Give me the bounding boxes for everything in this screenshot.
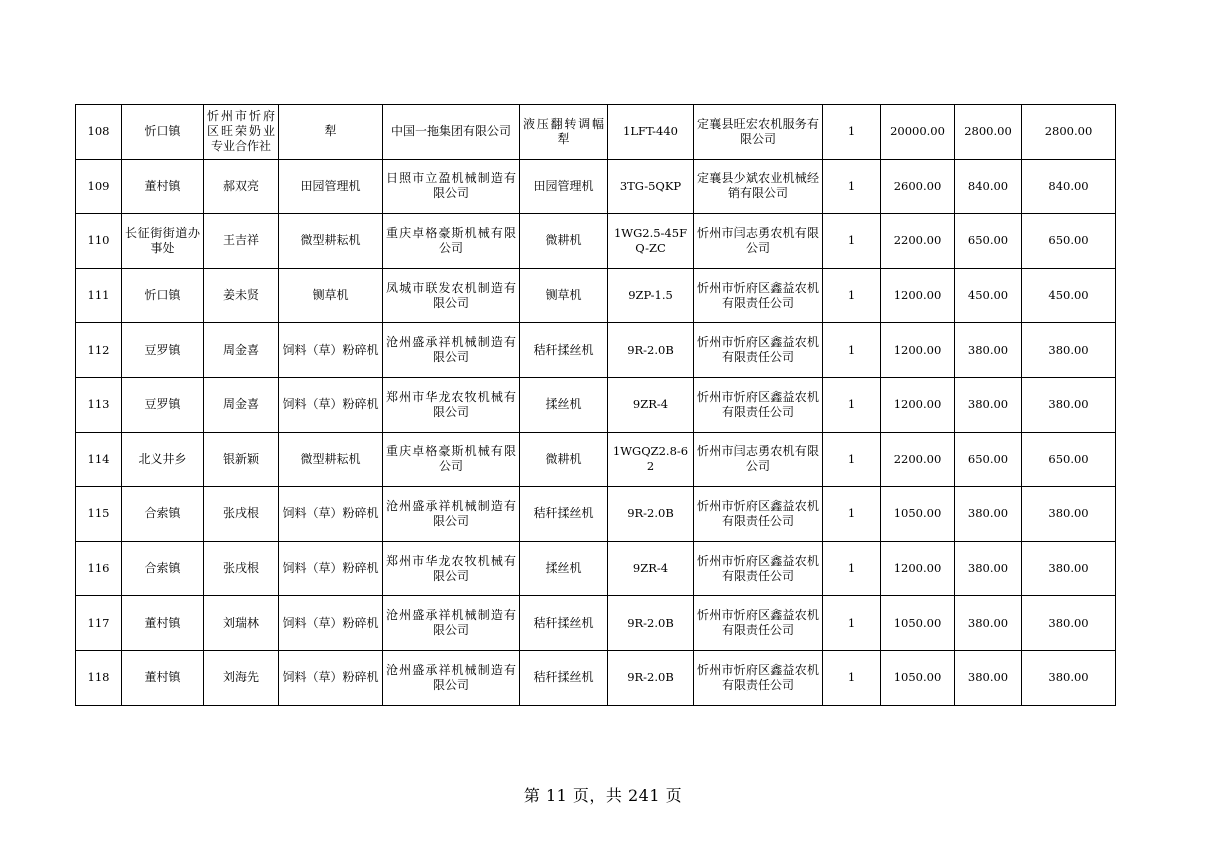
- cell-product-name: 秸秆揉丝机: [520, 487, 608, 542]
- cell-sale-price: 20000.00: [881, 105, 955, 160]
- cell-total-subsidy: 840.00: [1022, 159, 1116, 214]
- cell-buyer-name: 忻州市忻府区旺荣奶业专业合作社: [204, 105, 279, 160]
- cell-township: 豆罗镇: [122, 323, 204, 378]
- cell-sale-price: 1200.00: [881, 323, 955, 378]
- cell-model: 9R-2.0B: [608, 323, 694, 378]
- cell-quantity: 1: [823, 596, 881, 651]
- cell-model: 1WGQZ2.8-62: [608, 432, 694, 487]
- cell-buyer-name: 张戌根: [204, 487, 279, 542]
- cell-manufacturer: 日照市立盈机械制造有限公司: [383, 159, 520, 214]
- cell-sale-price: 1200.00: [881, 541, 955, 596]
- cell-manufacturer: 沧州盛承祥机械制造有限公司: [383, 323, 520, 378]
- cell-model: 9ZR-4: [608, 541, 694, 596]
- cell-product-name: 揉丝机: [520, 377, 608, 432]
- cell-product-name: 微耕机: [520, 432, 608, 487]
- cell-township: 北义井乡: [122, 432, 204, 487]
- table-row: [76, 159, 1116, 214]
- cell-quantity: 1: [823, 105, 881, 160]
- table-row: [76, 105, 1116, 160]
- table-row: [76, 487, 1116, 542]
- cell-dealer: 定襄县少斌农业机械经销有限公司: [694, 159, 823, 214]
- cell-machine-category: 饲料（草）粉碎机: [279, 487, 383, 542]
- cell-machine-category: 田园管理机: [279, 159, 383, 214]
- cell-township: 忻口镇: [122, 268, 204, 323]
- cell-buyer-name: 郝双亮: [204, 159, 279, 214]
- cell-buyer-name: 王吉祥: [204, 214, 279, 269]
- cell-township: 长征街街道办事处: [122, 214, 204, 269]
- cell-row-number: 111: [76, 268, 122, 323]
- cell-machine-category: 饲料（草）粉碎机: [279, 541, 383, 596]
- cell-subsidy-amount: 380.00: [955, 650, 1022, 705]
- cell-buyer-name: 银新颖: [204, 432, 279, 487]
- table-row: [76, 541, 1116, 596]
- cell-township: 董村镇: [122, 650, 204, 705]
- cell-total-subsidy: 380.00: [1022, 377, 1116, 432]
- cell-sale-price: 2600.00: [881, 159, 955, 214]
- cell-quantity: 1: [823, 377, 881, 432]
- cell-machine-category: 饲料（草）粉碎机: [279, 650, 383, 705]
- cell-manufacturer: 重庆卓格豪斯机械有限公司: [383, 214, 520, 269]
- cell-model: 9ZP-1.5: [608, 268, 694, 323]
- cell-quantity: 1: [823, 541, 881, 596]
- cell-product-name: 铡草机: [520, 268, 608, 323]
- cell-township: 合索镇: [122, 487, 204, 542]
- cell-dealer: 定襄县旺宏农机服务有限公司: [694, 105, 823, 160]
- cell-machine-category: 饲料（草）粉碎机: [279, 377, 383, 432]
- cell-model: 9R-2.0B: [608, 596, 694, 651]
- cell-buyer-name: 张戌根: [204, 541, 279, 596]
- cell-subsidy-amount: 650.00: [955, 432, 1022, 487]
- table-row: [76, 377, 1116, 432]
- cell-model: 3TG-5QKP: [608, 159, 694, 214]
- cell-dealer: 忻州市忻府区鑫益农机有限责任公司: [694, 541, 823, 596]
- cell-sale-price: 2200.00: [881, 432, 955, 487]
- cell-township: 豆罗镇: [122, 377, 204, 432]
- cell-manufacturer: 中国一拖集团有限公司: [383, 105, 520, 160]
- cell-product-name: 秸秆揉丝机: [520, 650, 608, 705]
- cell-machine-category: 犁: [279, 105, 383, 160]
- cell-quantity: 1: [823, 268, 881, 323]
- cell-product-name: 秸秆揉丝机: [520, 596, 608, 651]
- cell-sale-price: 1200.00: [881, 377, 955, 432]
- cell-machine-category: 铡草机: [279, 268, 383, 323]
- cell-model: 9R-2.0B: [608, 650, 694, 705]
- cell-row-number: 112: [76, 323, 122, 378]
- cell-manufacturer: 沧州盛承祥机械制造有限公司: [383, 650, 520, 705]
- cell-dealer: 忻州市闫志勇农机有限公司: [694, 214, 823, 269]
- cell-buyer-name: 刘瑞林: [204, 596, 279, 651]
- cell-model: 9ZR-4: [608, 377, 694, 432]
- cell-product-name: 秸秆揉丝机: [520, 323, 608, 378]
- table-row: [76, 596, 1116, 651]
- cell-subsidy-amount: 380.00: [955, 323, 1022, 378]
- cell-township: 董村镇: [122, 596, 204, 651]
- table-row: [76, 268, 1116, 323]
- cell-subsidy-amount: 650.00: [955, 214, 1022, 269]
- cell-subsidy-amount: 380.00: [955, 377, 1022, 432]
- table-row: [76, 214, 1116, 269]
- cell-model: 1LFT-440: [608, 105, 694, 160]
- cell-quantity: 1: [823, 432, 881, 487]
- cell-subsidy-amount: 2800.00: [955, 105, 1022, 160]
- cell-subsidy-amount: 450.00: [955, 268, 1022, 323]
- cell-row-number: 116: [76, 541, 122, 596]
- cell-machine-category: 饲料（草）粉碎机: [279, 596, 383, 651]
- cell-machine-category: 微型耕耘机: [279, 214, 383, 269]
- table-row: [76, 432, 1116, 487]
- cell-subsidy-amount: 380.00: [955, 596, 1022, 651]
- table-row: [76, 323, 1116, 378]
- cell-manufacturer: 沧州盛承祥机械制造有限公司: [383, 596, 520, 651]
- cell-model: 1WG2.5-45FQ-ZC: [608, 214, 694, 269]
- cell-product-name: 田园管理机: [520, 159, 608, 214]
- cell-buyer-name: 刘海先: [204, 650, 279, 705]
- cell-manufacturer: 沧州盛承祥机械制造有限公司: [383, 487, 520, 542]
- cell-sale-price: 2200.00: [881, 214, 955, 269]
- cell-dealer: 忻州市忻府区鑫益农机有限责任公司: [694, 323, 823, 378]
- cell-machine-category: 微型耕耘机: [279, 432, 383, 487]
- cell-manufacturer: 凤城市联发农机制造有限公司: [383, 268, 520, 323]
- cell-row-number: 114: [76, 432, 122, 487]
- cell-total-subsidy: 2800.00: [1022, 105, 1116, 160]
- cell-total-subsidy: 650.00: [1022, 432, 1116, 487]
- cell-sale-price: 1050.00: [881, 650, 955, 705]
- cell-township: 忻口镇: [122, 105, 204, 160]
- cell-dealer: 忻州市忻府区鑫益农机有限责任公司: [694, 268, 823, 323]
- cell-buyer-name: 姜未贤: [204, 268, 279, 323]
- cell-dealer: 忻州市闫志勇农机有限公司: [694, 432, 823, 487]
- cell-manufacturer: 郑州市华龙农牧机械有限公司: [383, 541, 520, 596]
- cell-total-subsidy: 380.00: [1022, 487, 1116, 542]
- cell-machine-category: 饲料（草）粉碎机: [279, 323, 383, 378]
- cell-township: 合索镇: [122, 541, 204, 596]
- cell-product-name: 微耕机: [520, 214, 608, 269]
- cell-buyer-name: 周金喜: [204, 377, 279, 432]
- cell-model: 9R-2.0B: [608, 487, 694, 542]
- cell-row-number: 117: [76, 596, 122, 651]
- page-footer: 第 11 页，共 241 页: [523, 786, 683, 805]
- cell-total-subsidy: 650.00: [1022, 214, 1116, 269]
- cell-quantity: 1: [823, 650, 881, 705]
- cell-quantity: 1: [823, 159, 881, 214]
- cell-row-number: 109: [76, 159, 122, 214]
- cell-manufacturer: 郑州市华龙农牧机械有限公司: [383, 377, 520, 432]
- cell-township: 董村镇: [122, 159, 204, 214]
- cell-total-subsidy: 380.00: [1022, 650, 1116, 705]
- cell-total-subsidy: 380.00: [1022, 596, 1116, 651]
- cell-total-subsidy: 380.00: [1022, 541, 1116, 596]
- cell-dealer: 忻州市忻府区鑫益农机有限责任公司: [694, 487, 823, 542]
- subsidy-table: [75, 104, 1116, 706]
- cell-buyer-name: 周金喜: [204, 323, 279, 378]
- cell-sale-price: 1050.00: [881, 487, 955, 542]
- cell-quantity: 1: [823, 487, 881, 542]
- cell-product-name: 揉丝机: [520, 541, 608, 596]
- cell-row-number: 118: [76, 650, 122, 705]
- cell-dealer: 忻州市忻府区鑫益农机有限责任公司: [694, 596, 823, 651]
- cell-product-name: 液压翻转调幅犁: [520, 105, 608, 160]
- cell-dealer: 忻州市忻府区鑫益农机有限责任公司: [694, 377, 823, 432]
- cell-sale-price: 1050.00: [881, 596, 955, 651]
- cell-row-number: 110: [76, 214, 122, 269]
- table-row: [76, 650, 1116, 705]
- cell-dealer: 忻州市忻府区鑫益农机有限责任公司: [694, 650, 823, 705]
- cell-total-subsidy: 450.00: [1022, 268, 1116, 323]
- cell-quantity: 1: [823, 214, 881, 269]
- cell-row-number: 113: [76, 377, 122, 432]
- cell-row-number: 108: [76, 105, 122, 160]
- cell-sale-price: 1200.00: [881, 268, 955, 323]
- cell-manufacturer: 重庆卓格豪斯机械有限公司: [383, 432, 520, 487]
- cell-quantity: 1: [823, 323, 881, 378]
- cell-subsidy-amount: 380.00: [955, 541, 1022, 596]
- cell-subsidy-amount: 380.00: [955, 487, 1022, 542]
- cell-total-subsidy: 380.00: [1022, 323, 1116, 378]
- table-body: [76, 105, 1116, 706]
- cell-subsidy-amount: 840.00: [955, 159, 1022, 214]
- cell-row-number: 115: [76, 487, 122, 542]
